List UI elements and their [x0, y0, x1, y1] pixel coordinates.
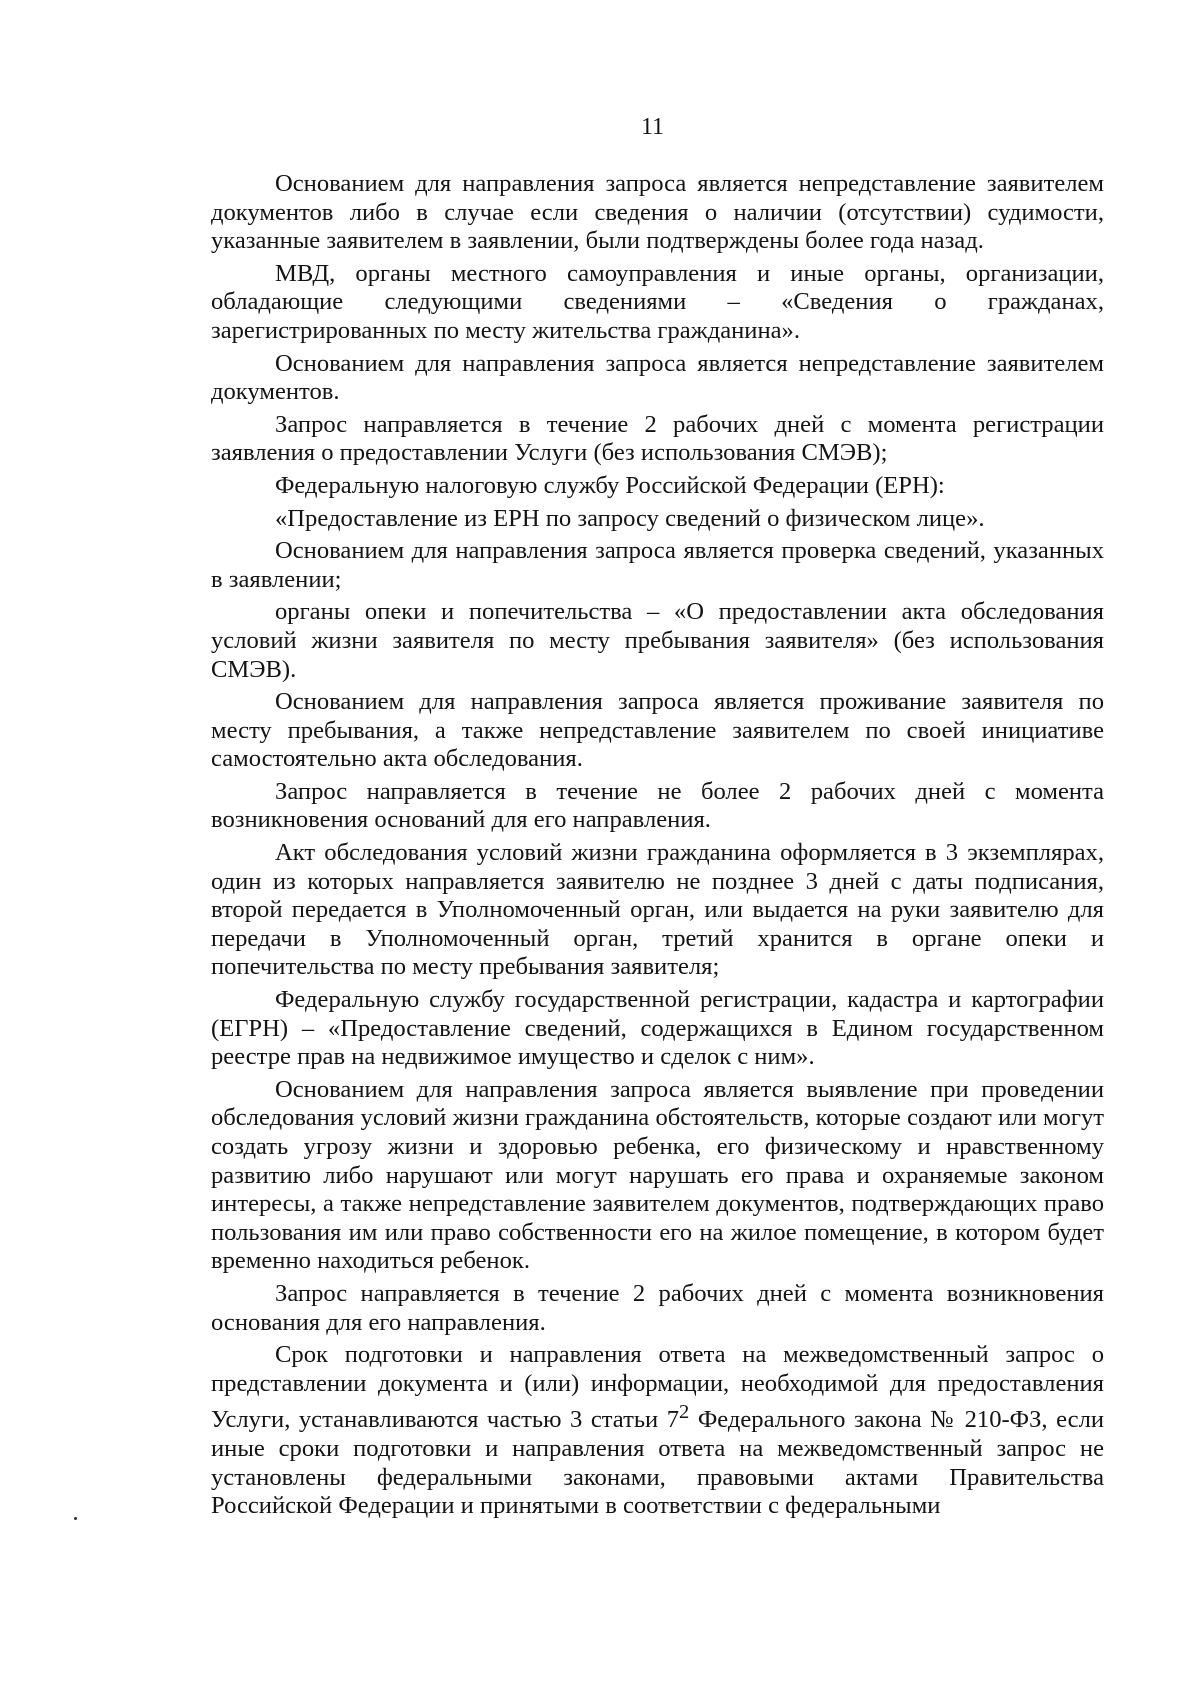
paragraph: МВД, органы местного самоуправления и иные органы, организации, обладающие следующими сведениями – «Сведения о гражданах, зарегистрированных по месту жительства гражданина».	[211, 259, 1104, 344]
paragraph: «Предоставление из ЕРН по запросу сведений о физическом лице».	[275, 504, 985, 532]
page-number: 11	[640, 114, 665, 140]
paragraph: Акт обследования условий жизни гражданина оформляется в 3 экземплярах, один из которых направляется заявителю не позднее 3 дней с даты подписания, второй передается в Уполномоченный орган, или выдается на руки заявителю для передачи в Уполномоченный орган, третий хранится в органе опеки и попечительства по месту пребывания заявителя;	[211, 839, 1104, 981]
final-paragraph-text-end: Федерального закона № 210-ФЗ, если иные сроки подготовки и направления ответа на межведомственный запрос не установлены федеральными законами, правовыми актами Правительства Российской Федерации и принятыми в соответствии с федеральными	[211, 1406, 1105, 1520]
paragraph: Основанием для направления запроса является выявление при проведении обследования условий жизни гражданина обстоятельств, которые создают или могут создать угрозу жизни и здоровью ребенка, его физическому и нравственному развитию либо нарушают или могут нарушать его права и охраняемые законом интересы, а также непредставление заявителем документов, подтверждающих право пользования им или право собственности его на жилое помещение, в котором будет временно находиться ребенок.	[211, 1075, 1104, 1275]
paragraph: Основанием для направления запроса является непредставление заявителем документов.	[211, 349, 1104, 406]
paragraph: Запрос направляется в течение 2 рабочих дней с момента регистрации заявления о предоставлении Услуги (без использования СМЭВ);	[211, 410, 1104, 467]
article-superscript: 2	[679, 1401, 690, 1424]
final-paragraph-text-start: Срок подготовки и направления ответа на межведомственный запрос о представлении документа и (или) информации, необходимой для предоставления Услуги, устанавливаются частью 3 статьи 7	[211, 1341, 1104, 1434]
paragraph: Основанием для направления запроса является проверка сведений, указанных в заявлении;	[211, 537, 1104, 593]
paragraph: Основанием для направления запроса является непредставление заявителем документов либо в случае если сведения о наличии (отсутствии) судимости, указанные заявителем в заявлении, были подтверждены более года назад.	[211, 170, 1104, 255]
paragraph: Основанием для направления запроса является проживание заявителя по месту пребывания, а также непредставление заявителем по своей инициативе самостоятельно акта обследования.	[211, 688, 1104, 773]
paragraph: Запрос направляется в течение не более 2 рабочих дней с момента возникновения оснований для его направления.	[211, 777, 1104, 834]
paragraph: Федеральную службу государственной регистрации, кадастра и картографии (ЕГРН) – «Предоставление сведений, содержащихся в Едином государственном реестре прав на недвижимое имущество и сделок с ним».	[211, 986, 1104, 1071]
paragraph: органы опеки и попечительства – «О предоставлении акта обследования условий жизни заявителя по месту пребывания заявителя» (без использования СМЭВ).	[211, 598, 1104, 683]
paragraph: Запрос направляется в течение 2 рабочих дней с момента возникновения основания для его направления.	[211, 1279, 1104, 1336]
document-body	[211, 170, 1104, 1521]
paragraph: Федеральную налоговую службу Российской Федерации (ЕРН):	[275, 471, 945, 499]
scan-speck	[74, 1517, 77, 1520]
final-paragraph	[211, 1341, 1104, 1521]
